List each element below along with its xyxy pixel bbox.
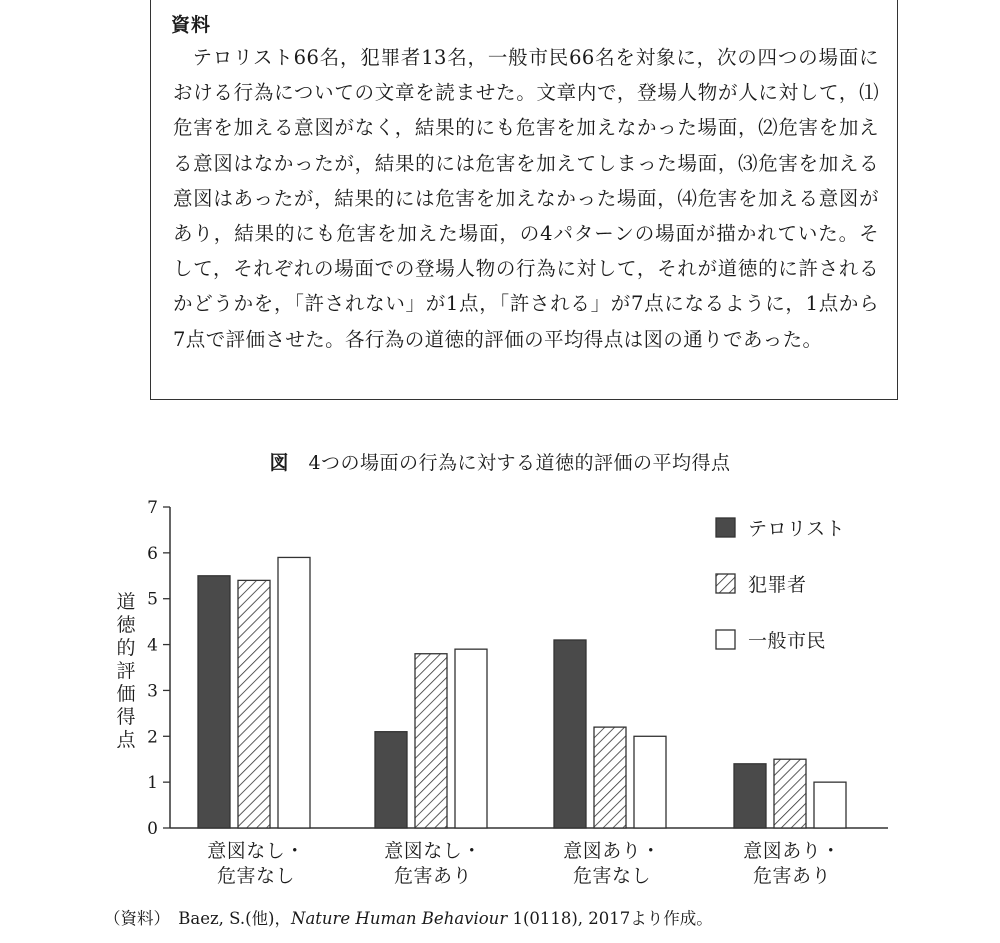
x-category-label: 危害あり xyxy=(752,865,832,887)
legend-label: 犯罪者 xyxy=(748,574,807,596)
bar-white xyxy=(278,557,310,828)
source-suffix: 1(0118), 2017より作成。 xyxy=(507,909,713,928)
bar-hatched xyxy=(594,727,626,828)
figure-label: 図 xyxy=(269,452,289,474)
source-journal: Nature Human Behaviour xyxy=(291,909,508,928)
bar-solid xyxy=(554,640,586,828)
y-tick-label: 2 xyxy=(147,727,158,748)
bar-hatched xyxy=(238,580,270,828)
y-axis-label-char: 的 xyxy=(116,637,136,659)
material-box xyxy=(150,0,898,400)
x-category-label: 危害なし xyxy=(572,865,652,887)
bar-solid xyxy=(734,764,766,828)
bar-solid xyxy=(375,732,407,828)
bar-white xyxy=(634,736,666,828)
y-tick-label: 6 xyxy=(147,543,158,564)
bar-solid xyxy=(198,576,230,828)
x-category-label: 意図なし・ xyxy=(384,840,482,862)
legend-swatch-solid xyxy=(716,518,735,537)
x-category-label: 意図なし・ xyxy=(207,840,305,862)
y-axis-label-char: 点 xyxy=(116,729,136,751)
y-axis-label-char: 得 xyxy=(116,706,136,728)
x-category-label: 意図あり・ xyxy=(563,840,661,862)
y-tick-label: 7 xyxy=(147,498,158,518)
y-axis-label-char: 価 xyxy=(116,683,136,705)
x-category-label: 危害あり xyxy=(393,865,473,887)
y-axis-label-char: 評 xyxy=(116,660,136,682)
legend-swatch-hatched xyxy=(716,574,735,593)
source-note xyxy=(104,905,713,929)
figure-caption xyxy=(0,448,1000,475)
y-tick-label: 0 xyxy=(147,819,158,839)
y-tick-label: 4 xyxy=(147,635,158,656)
bar-hatched xyxy=(774,759,806,828)
legend-label: 一般市民 xyxy=(748,630,827,652)
x-category-label: 意図あり・ xyxy=(743,840,841,862)
bar-white xyxy=(814,782,846,828)
bar-white xyxy=(455,649,487,828)
figure-caption-text: 4つの場面の行為に対する道徳的評価の平均得点 xyxy=(308,452,731,474)
bar-hatched xyxy=(415,654,447,828)
y-axis-label-char: 道 xyxy=(116,591,136,613)
bar-chart xyxy=(0,480,1000,900)
legend-swatch-white xyxy=(716,630,735,649)
source-prefix: （資料） Baez, S.(他)， xyxy=(104,909,291,928)
y-tick-label: 5 xyxy=(147,589,158,610)
material-title: 資料 xyxy=(171,14,212,36)
legend-label: テロリスト xyxy=(748,518,846,540)
material-body: テロリスト66名，犯罪者13名，一般市民66名を対象に，次の四つの場面における行為についての文章を読ませた。文章内で，登場人物が人に対して，⑴危害を加える意図がなく，結果的にも危害を加えなかった場面，⑵危害を加える意図はなかったが，結果的には危害を加えてしまった場面，⑶危害を加える意図はあったが，結果的には危害を加えなかった場面，⑷危害を加える意図があり，結果的にも危害を加えた場面，の4パターンの場面が描かれていた。そして，それぞれの場面での登場人物の行為に対して，それが道徳的に許されるかどうかを，「許されない」が1点，「許される」が7点になるように，1点から7点で評価させた。各行為の道徳的評価の平均得点は図の通りであった。 xyxy=(173,46,879,351)
y-tick-label: 1 xyxy=(147,773,158,794)
x-category-label: 危害なし xyxy=(216,865,296,887)
y-axis-label-char: 徳 xyxy=(116,614,136,636)
y-tick-label: 3 xyxy=(147,681,158,702)
